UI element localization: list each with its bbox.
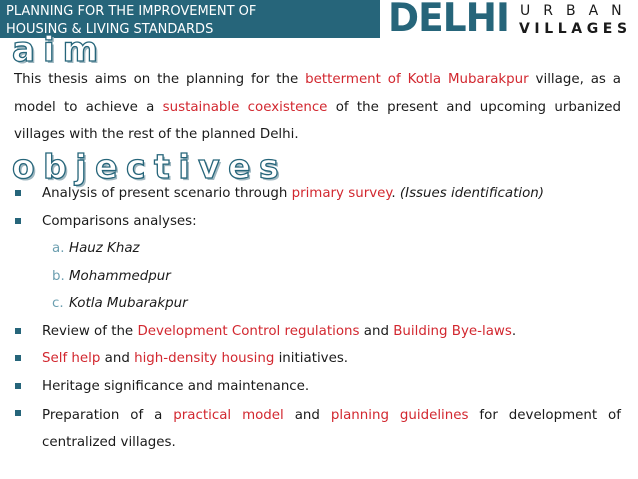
sub-item-text: Hauz Khaz: [69, 241, 140, 256]
objective-text: Preparation of a: [42, 408, 174, 423]
objective-item-survey: [14, 182, 621, 207]
sub-item-letter: a.: [52, 241, 65, 256]
square-bullet-icon: [15, 410, 21, 416]
sub-item-mohammedpur: [14, 265, 621, 290]
objective-highlight: Self help: [42, 351, 101, 366]
logo-villages-text: VILLAGES: [519, 21, 632, 37]
objective-note: (Issues identification): [399, 186, 544, 201]
aim-highlight-1: betterment of Kotla Mubarakpur: [305, 72, 529, 87]
logo-delhi-text: DELHI: [388, 0, 509, 41]
objective-text: and: [359, 323, 394, 339]
objective-highlight: high-density housing: [134, 351, 275, 366]
objective-text: Analysis of present scenario through: [42, 186, 292, 201]
square-bullet-icon: [15, 218, 21, 224]
objective-highlight: planning guidelines: [330, 408, 469, 423]
objective-highlight: Development Control regulations: [137, 323, 360, 339]
objective-highlight: primary survey: [291, 186, 392, 201]
square-bullet-icon: [15, 355, 21, 361]
objectives-heading: objectives: [12, 147, 288, 186]
objective-item-heritage: [14, 375, 621, 400]
objectives-list: [14, 182, 621, 459]
objective-highlight: Building Bye-laws: [393, 323, 512, 339]
objective-text: .: [391, 186, 400, 201]
header-title-line2: HOUSING & LIVING STANDARDS: [6, 22, 214, 37]
objective-item-model: [14, 402, 621, 456]
objective-item-regulations: [14, 320, 621, 345]
aim-text-2: village, as a model to achieve a: [14, 72, 621, 115]
header-title-line1: PLANNING FOR THE IMPROVEMENT OF: [6, 4, 257, 19]
objective-text: Review of the: [42, 323, 138, 339]
objective-text: for development of centralized villages.: [42, 408, 621, 450]
sub-item-text: Mohammedpur: [69, 268, 171, 284]
objective-highlight: practical model: [173, 408, 284, 423]
sub-item-text: Kotla Mubarakpur: [69, 296, 188, 311]
sub-item-letter: c.: [52, 296, 64, 311]
aim-text-1: This thesis aims on the planning for the: [14, 72, 306, 87]
sub-item-letter: b.: [52, 268, 65, 284]
objective-item-housing: [14, 347, 621, 372]
objective-text: Comparisons analyses:: [42, 213, 197, 229]
objective-text: and: [100, 351, 135, 366]
objective-item-comparisons: [14, 210, 621, 235]
objective-text: and: [283, 408, 331, 423]
objective-text: .: [511, 323, 517, 339]
aim-heading: aim: [12, 30, 107, 70]
square-bullet-icon: [15, 190, 21, 196]
sub-item-kotla-mubarakpur: [14, 292, 621, 317]
objective-text: Heritage significance and maintenance.: [42, 378, 310, 394]
aim-paragraph: [14, 66, 621, 149]
aim-highlight-2: sustainable coexistence: [162, 99, 328, 115]
logo-urban-text: URBAN: [520, 3, 635, 19]
objective-text: initiatives.: [274, 351, 349, 366]
square-bullet-icon: [15, 328, 21, 334]
sub-item-hauz-khaz: [14, 237, 621, 262]
aim-text-3: of the present and upcoming urbanized villages with the rest of the planned Delhi.: [14, 99, 622, 142]
square-bullet-icon: [15, 383, 21, 389]
